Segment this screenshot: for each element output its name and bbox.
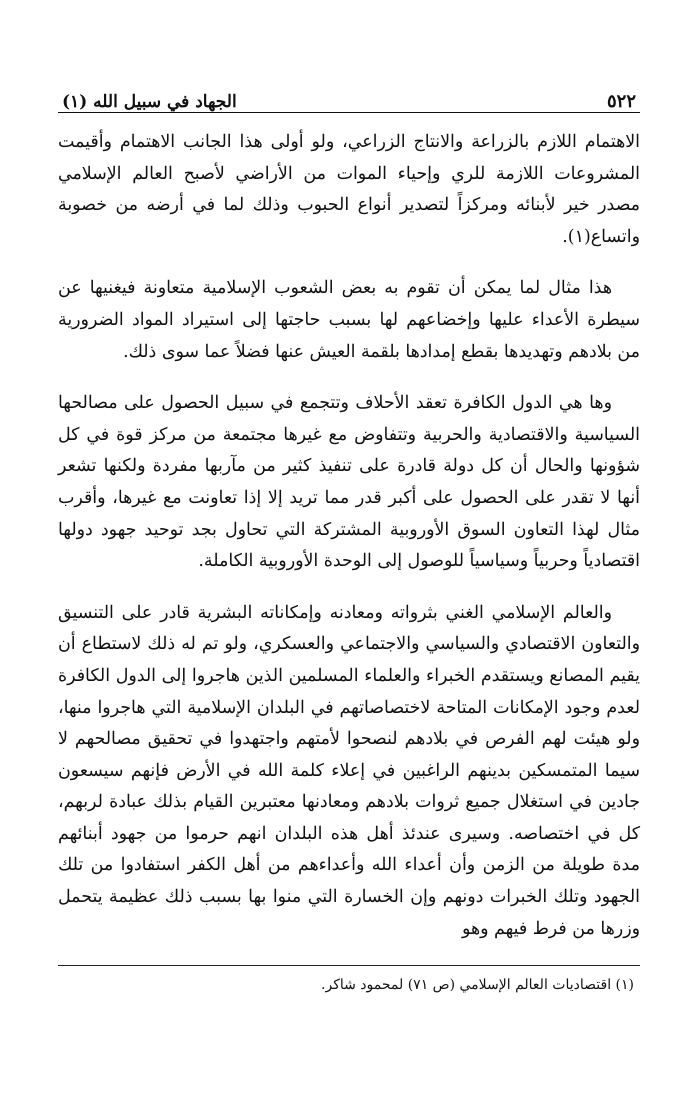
paragraph-2: هذا مثال لما يمكن أن تقوم به بعض الشعوب الإسلامية متعاونة فيغنيها عن سيطرة الأعداء عليها وإخضاعهم لها بسبب حاجتها إلى استيراد المواد الضرورية من بلادهم وتهديدها بقطع إمدادها بلقمة العيش عنها فضلاً عما سوى ذلك. bbox=[58, 278, 640, 362]
page-body bbox=[58, 127, 640, 945]
running-title: الجهاد في سبيل الله (١) bbox=[62, 92, 237, 112]
page-header bbox=[58, 82, 640, 113]
paragraph-1: الاهتمام اللازم بالزراعة والانتاج الزراعي، ولو أولى هذا الجانب الاهتمام وأقيمت المشروعات اللازمة للري وإحياء الموات من الأراضي لأصبح العالم الإسلامي مصدر خير لأبنائه ومركزاً لتصدير أنواع الحبوب وذلك لما في أرضه من خصوبة واتساع(١). bbox=[58, 132, 640, 247]
book-page bbox=[58, 82, 640, 996]
footnote: (١) اقتصاديات العالم الإسلامي (ص ٧١) لمحمود شاكر. bbox=[321, 977, 634, 994]
paragraph-4: والعالم الإسلامي الغني بثرواته ومعادنه وإمكاناته البشرية قادر على التنسيق والتعاون الاقتصادي والسياسي والاجتماعي والعسكري، ولو تم له ذلك لاستطاع أن يقيم المصانع ويستقدم الخبراء والعلماء المسلمين الذين هاجروا إلى الدول الكافرة لعدم وجود الإمكانات المتاحة لاختصاصاتهم في البلدان الإسلامية التي هاجروا منها، ولو هيئت لهم الفرص في بلادهم لنصحوا لأمتهم واجتهدوا في تحقيق مصالحهم لا سيما المتمسكين بدينهم الراغبين في إعلاء كلمة الله في الأرض فإنهم سيسعون جادين في استغلال جميع ثروات بلادهم ومعادنها معتبرين القيام بذلك عبادة لربهم، كل في اختصاصه. وسيرى عندئذ أهل هذه البلدان انهم حرموا من جهود أبنائهم مدة طويلة من الزمن وأن أعداء الله وأعداءهم من أهل الكفر استفادوا من تلك الجهود وتلك الخبرات دونهم وإن الخسارة التي منوا بها بسبب ذلك عظيمة يتحمل وزرها من فرط فيهم وهو bbox=[58, 602, 640, 939]
paragraph-3: وها هي الدول الكافرة تعقد الأحلاف وتتجمع في سبيل الحصول على مصالحها السياسية والاقتصادية والحربية وتتفاوض مع غيرها مجتمعة من مركز قوة في كل شؤونها والحال أن كل دولة قادرة على تنفيذ كثير من مآربها مفردة ولكنها تشعر أنها لا تقدر على الحصول على أكبر قدر مما تريد إلا إذا تعاونت مع غيرها، وأقرب مثال لهذا التعاون السوق الأوروبية المشتركة التي تحاول بجد توحيد جهود دولها اقتصادياً وحربياً وسياسياً للوصول إلى الوحدة الأوروبية الكاملة. bbox=[58, 393, 640, 572]
footnote-separator bbox=[58, 965, 640, 966]
page-number: ٥٢٢ bbox=[606, 91, 636, 112]
